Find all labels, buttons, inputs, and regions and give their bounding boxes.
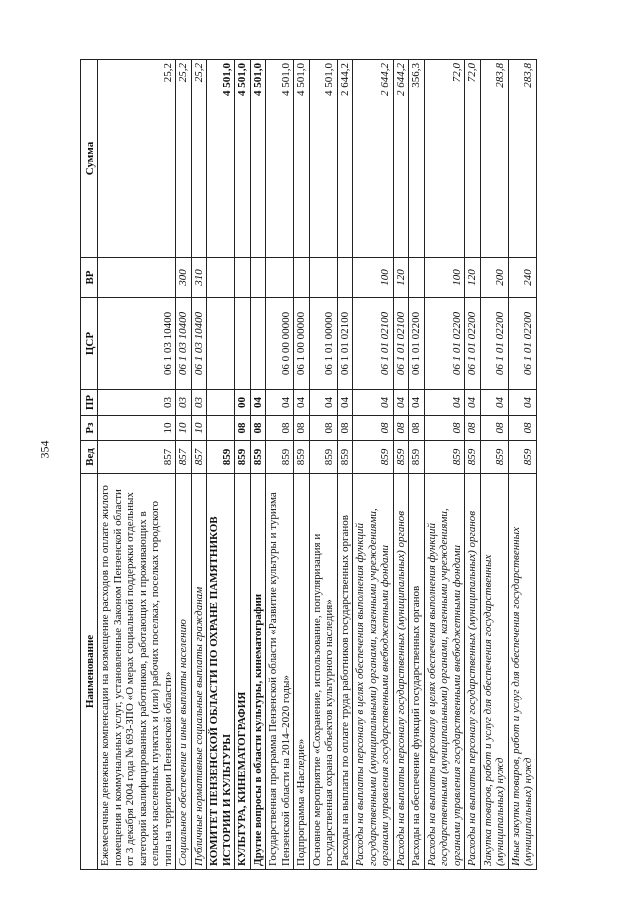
cell-csr: 06 1 01 00000 [309, 298, 337, 390]
cell-vr: 300 [176, 258, 192, 298]
cell-vr [294, 258, 310, 298]
cell-ved: 859 [294, 441, 310, 474]
cell-vr [266, 258, 294, 298]
cell-pr: 03 [176, 390, 192, 416]
cell-vr [235, 258, 251, 298]
header-pr: ПР [81, 390, 98, 416]
table-row [480, 60, 508, 870]
cell-name: Расходы на выплаты персоналу в целях обеспечения выполнения функций государственными (муниципальными) органами, казенными учреждениями, органами управления государственными внебюджетными фондами [424, 474, 465, 870]
cell-name: Другие вопросы в области культуры, кинематографии [250, 474, 266, 870]
cell-name: Государственная программа Пензенской области «Развитие культуры и туризма Пензенской области на 2014–2020 годы» [266, 474, 294, 870]
cell-pr: 04 [353, 390, 394, 416]
cell-name: Подпрограмма «Наследие» [294, 474, 310, 870]
table-row [337, 60, 353, 870]
cell-ved: 859 [207, 441, 235, 474]
cell-ved: 857 [191, 441, 207, 474]
cell-csr [207, 298, 235, 390]
table-row [424, 60, 465, 870]
cell-sum: 4 501,0 [207, 60, 235, 258]
table-row [207, 60, 235, 870]
header-ved: Вед [81, 441, 98, 474]
cell-vr [207, 258, 235, 298]
cell-rz: 08 [294, 416, 310, 441]
table-row [235, 60, 251, 870]
cell-vr [98, 258, 176, 298]
cell-rz: 08 [424, 416, 465, 441]
cell-sum: 25,2 [191, 60, 207, 258]
table-row [409, 60, 425, 870]
cell-pr: 04 [266, 390, 294, 416]
cell-ved: 859 [409, 441, 425, 474]
cell-rz: 08 [309, 416, 337, 441]
cell-sum: 4 501,0 [235, 60, 251, 258]
cell-vr: 120 [393, 258, 409, 298]
cell-pr: 00 [235, 390, 251, 416]
cell-name: Расходы на обеспечение функций государственных органов [409, 474, 425, 870]
cell-vr: 240 [508, 258, 536, 298]
cell-pr: 04 [409, 390, 425, 416]
cell-vr: 310 [191, 258, 207, 298]
cell-rz: 08 [508, 416, 536, 441]
cell-csr: 06 1 01 02200 [465, 298, 481, 390]
cell-ved: 859 [337, 441, 353, 474]
cell-pr: 04 [480, 390, 508, 416]
cell-csr: 06 1 01 02200 [424, 298, 465, 390]
cell-sum: 4 501,0 [294, 60, 310, 258]
cell-name: Социальное обеспечение и иные выплаты населению [176, 474, 192, 870]
cell-sum: 283,8 [508, 60, 536, 258]
cell-ved: 859 [393, 441, 409, 474]
cell-pr [207, 390, 235, 416]
cell-name: КУЛЬТУРА, КИНЕМАТОГРАФИЯ [235, 474, 251, 870]
cell-rz: 08 [480, 416, 508, 441]
cell-ved: 859 [309, 441, 337, 474]
cell-name: Основное мероприятие «Сохранение, использование, популяризация и государственная охрана объектов культурного наследия» [309, 474, 337, 870]
cell-ved: 859 [235, 441, 251, 474]
budget-table [80, 59, 537, 870]
cell-sum: 72,0 [424, 60, 465, 258]
cell-pr: 03 [98, 390, 176, 416]
cell-ved: 859 [465, 441, 481, 474]
header-row [81, 60, 98, 870]
cell-csr: 06 1 03 10400 [176, 298, 192, 390]
header-rz: Рз [81, 416, 98, 441]
cell-csr: 06 1 00 00000 [294, 298, 310, 390]
table-row [98, 60, 176, 870]
cell-pr: 04 [250, 390, 266, 416]
cell-sum: 283,8 [480, 60, 508, 258]
cell-sum: 4 501,0 [250, 60, 266, 258]
cell-sum: 2 644,2 [393, 60, 409, 258]
cell-pr: 04 [465, 390, 481, 416]
cell-sum: 2 644,2 [353, 60, 394, 258]
cell-rz: 08 [337, 416, 353, 441]
cell-ved: 859 [424, 441, 465, 474]
cell-name: Иные закупки товаров, работ и услуг для обеспечения государственных (муниципальных) нужд [508, 474, 536, 870]
cell-name: Ежемесячные денежные компенсации на возмещение расходов по оплате жилого помещения и коммунальных услуг, установленные Законом Пензенской области от 3 декабря 2004 года № 693-ЗПО «О мерах социальной поддержки отдельных категорий квалифицированных работников, работающих и проживающих в сельских населенных пунктах и (или) рабочих поселках, поселках городского типа на территории Пензенской области» [98, 474, 176, 870]
cell-rz: 08 [353, 416, 394, 441]
table-row [250, 60, 266, 870]
cell-csr [250, 298, 266, 390]
cell-rz [207, 416, 235, 441]
cell-rz: 08 [250, 416, 266, 441]
cell-csr: 06 1 01 02200 [480, 298, 508, 390]
cell-csr: 06 1 01 02100 [393, 298, 409, 390]
table-row [191, 60, 207, 870]
cell-sum: 4 501,0 [309, 60, 337, 258]
cell-csr: 06 0 00 00000 [266, 298, 294, 390]
cell-rz: 10 [98, 416, 176, 441]
cell-name: Расходы на выплаты персоналу в целях обеспечения выполнения функций государственными (муниципальными) органами, казенными учреждениями, органами управления государственными внебюджетными фондами [353, 474, 394, 870]
table-row [266, 60, 294, 870]
cell-ved: 859 [508, 441, 536, 474]
cell-pr: 04 [508, 390, 536, 416]
header-name: Наименование [81, 474, 98, 870]
cell-rz: 08 [409, 416, 425, 441]
cell-rz: 08 [266, 416, 294, 441]
cell-rz: 08 [465, 416, 481, 441]
cell-name: Публичные нормативные социальные выплаты гражданам [191, 474, 207, 870]
cell-pr: 04 [294, 390, 310, 416]
cell-csr: 06 1 01 02100 [337, 298, 353, 390]
table-row [353, 60, 394, 870]
cell-vr [250, 258, 266, 298]
table-row [465, 60, 481, 870]
cell-rz: 08 [235, 416, 251, 441]
cell-sum: 25,2 [176, 60, 192, 258]
cell-name: КОМИТЕТ ПЕНЗЕНСКОЙ ОБЛАСТИ ПО ОХРАНЕ ПАМЯТНИКОВ ИСТОРИИ И КУЛЬТУРЫ [207, 474, 235, 870]
table-row [393, 60, 409, 870]
cell-csr: 06 1 03 10400 [98, 298, 176, 390]
header-vr: ВР [81, 258, 98, 298]
cell-pr: 04 [337, 390, 353, 416]
cell-ved: 859 [250, 441, 266, 474]
cell-vr [337, 258, 353, 298]
page-number: 354 [37, 440, 52, 459]
cell-vr: 100 [424, 258, 465, 298]
cell-csr: 06 1 03 10400 [191, 298, 207, 390]
cell-csr: 06 1 01 02200 [409, 298, 425, 390]
cell-ved: 857 [176, 441, 192, 474]
cell-vr [309, 258, 337, 298]
cell-pr: 04 [424, 390, 465, 416]
table-row [176, 60, 192, 870]
table-body [98, 60, 537, 870]
cell-ved: 859 [480, 441, 508, 474]
header-sum: Сумма [81, 60, 98, 258]
rotated-page [80, 60, 537, 870]
cell-name: Расходы на выплаты персоналу государственных (муниципальных) органов [393, 474, 409, 870]
cell-rz: 10 [191, 416, 207, 441]
cell-pr: 04 [309, 390, 337, 416]
cell-vr: 100 [353, 258, 394, 298]
cell-vr [409, 258, 425, 298]
cell-ved: 857 [98, 441, 176, 474]
table-row [508, 60, 536, 870]
cell-sum: 25,2 [98, 60, 176, 258]
cell-csr [235, 298, 251, 390]
cell-name: Расходы на выплаты по оплате труда работников государственных органов [337, 474, 353, 870]
cell-csr: 06 1 01 02200 [508, 298, 536, 390]
cell-pr: 03 [191, 390, 207, 416]
cell-rz: 10 [176, 416, 192, 441]
cell-ved: 859 [353, 441, 394, 474]
cell-rz: 08 [393, 416, 409, 441]
table-row [309, 60, 337, 870]
cell-pr: 04 [393, 390, 409, 416]
cell-name: Расходы на выплаты персоналу государственных (муниципальных) органов [465, 474, 481, 870]
cell-sum: 4 501,0 [266, 60, 294, 258]
cell-sum: 356,3 [409, 60, 425, 258]
cell-sum: 2 644,2 [337, 60, 353, 258]
table-row [294, 60, 310, 870]
cell-ved: 859 [266, 441, 294, 474]
cell-vr: 200 [480, 258, 508, 298]
header-csr: ЦСР [81, 298, 98, 390]
cell-name: Закупка товаров, работ и услуг для обеспечения государственных (муниципальных) нужд [480, 474, 508, 870]
cell-sum: 72,0 [465, 60, 481, 258]
cell-csr: 06 1 01 02100 [353, 298, 394, 390]
cell-vr: 120 [465, 258, 481, 298]
